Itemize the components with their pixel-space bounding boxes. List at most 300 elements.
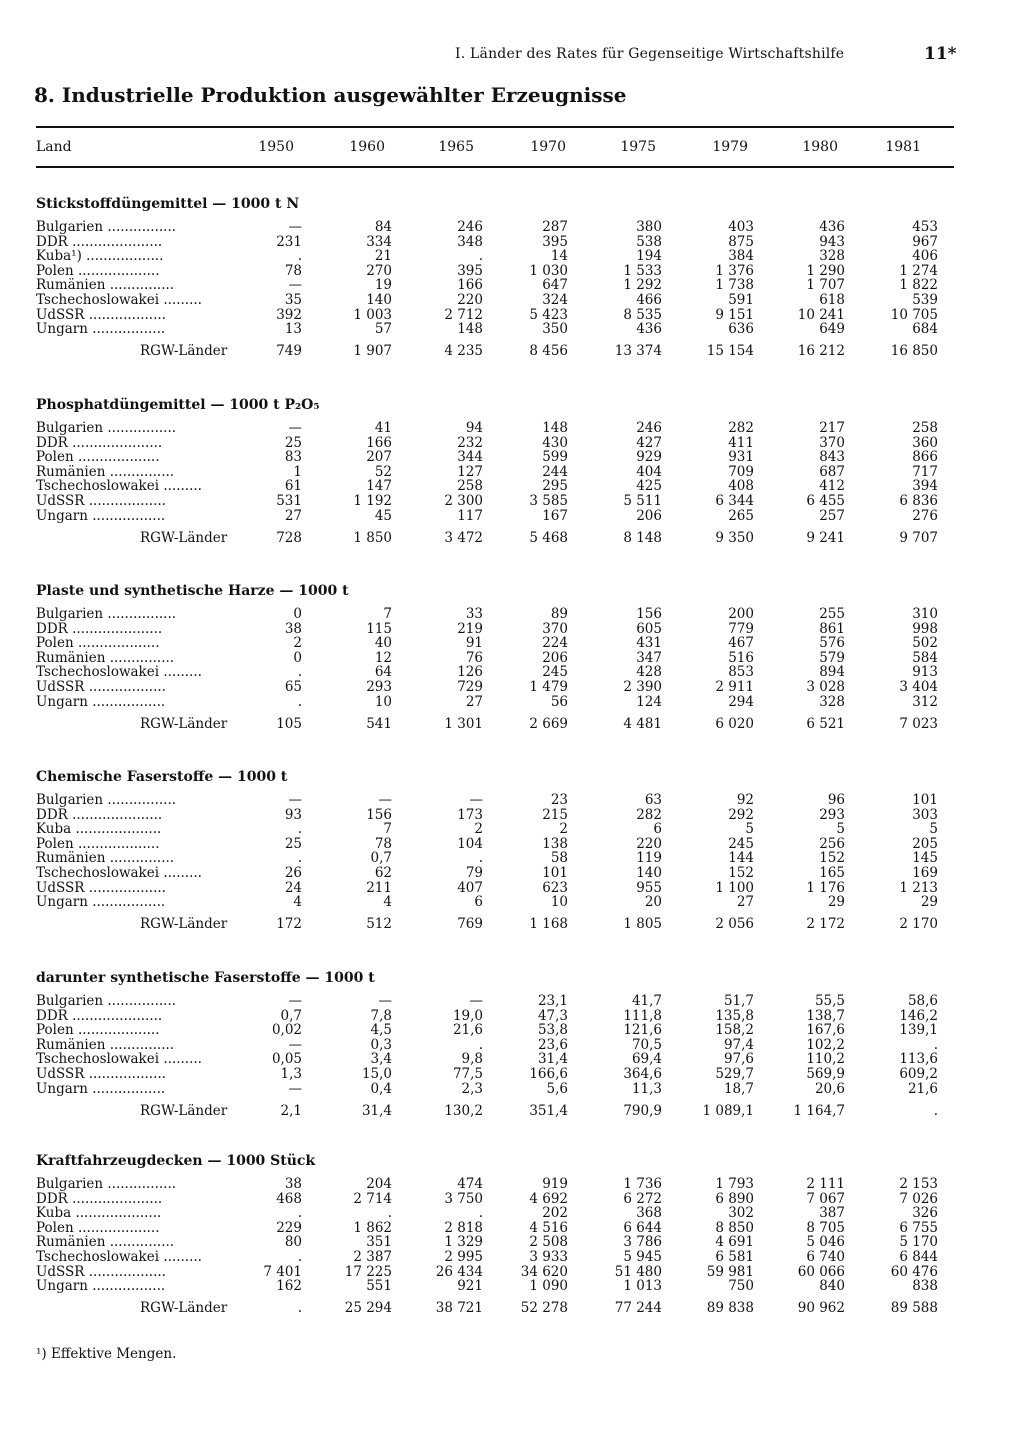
section-title: Kraftfahrzeugdecken — 1000 Stück	[36, 1153, 316, 1169]
table-cell: 6 020	[715, 715, 754, 732]
table-cell: 9 707	[899, 529, 938, 546]
table-row	[0, 1265, 1024, 1280]
table-cell: 124	[636, 693, 662, 710]
table-row	[0, 1052, 1024, 1067]
table-cell: 2 300	[444, 493, 483, 509]
table-row	[0, 1177, 1024, 1192]
table-cell: 1 100	[715, 879, 754, 896]
table-cell: 6	[653, 821, 662, 838]
table-cell: 538	[636, 233, 662, 250]
table-cell: 12	[374, 649, 392, 666]
table-cell: 2 669	[529, 715, 568, 732]
table-cell: 351	[366, 1234, 392, 1251]
table-cell: 139,1	[899, 1022, 938, 1039]
table-cell: 395	[542, 233, 568, 250]
footnote: ¹) Effektive Mengen.	[36, 1346, 177, 1362]
table-cell: 293	[819, 806, 845, 823]
table-cell: 92	[736, 792, 754, 808]
table-cell: 138,7	[806, 1007, 845, 1024]
table-row	[0, 1221, 1024, 1236]
country-label: Tschechoslowakei .........	[36, 1250, 202, 1265]
table-cell: 257	[819, 507, 845, 524]
table-cell: 591	[728, 292, 754, 308]
table-cell: 13 374	[614, 343, 662, 360]
table-cell: 1 793	[715, 1176, 754, 1192]
table-row	[0, 808, 1024, 823]
table-cell: 1 003	[353, 306, 392, 323]
table-cell: 219	[457, 620, 483, 637]
table-cell: 392	[276, 306, 302, 323]
country-label: Tschechoslowakei .........	[36, 1052, 202, 1068]
country-label: Polen ...................	[36, 1023, 160, 1039]
table-row	[0, 895, 1024, 910]
table-cell: .	[933, 1102, 938, 1119]
table-cell: 350	[542, 321, 568, 338]
table-cell: 38	[284, 620, 302, 637]
table-cell: 1 176	[806, 879, 845, 896]
country-label: Rumänien ...............	[36, 278, 175, 294]
column-header-year: 1981	[885, 139, 921, 155]
table-cell: 45	[374, 507, 392, 524]
total-row	[0, 1104, 1024, 1119]
table-cell: 5	[836, 821, 845, 838]
table-cell: 77 244	[614, 1300, 662, 1317]
table-row	[0, 220, 1024, 235]
table-row	[0, 695, 1024, 710]
table-cell: 60 476	[890, 1263, 938, 1280]
table-cell: 140	[636, 865, 662, 881]
table-cell: 728	[276, 529, 302, 546]
table-row	[0, 465, 1024, 480]
table-cell: 2 056	[715, 916, 754, 933]
table-cell: 838	[912, 1278, 938, 1295]
table-cell: 302	[728, 1205, 754, 1222]
table-cell: 105	[276, 715, 302, 732]
table-cell: 77,5	[452, 1066, 483, 1082]
table-cell: 15,0	[361, 1066, 392, 1082]
table-cell: 217	[819, 420, 845, 436]
table-cell: 27	[465, 693, 483, 710]
table-cell: 41	[374, 420, 392, 436]
table-cell: 1 192	[353, 493, 392, 509]
table-cell: 111,8	[623, 1007, 662, 1024]
table-cell: 57	[374, 321, 392, 338]
table-cell: 2 712	[444, 306, 483, 323]
table-cell: 0,7	[370, 850, 392, 867]
table-cell: 78	[284, 262, 302, 279]
table-cell: 65	[284, 679, 302, 695]
table-cell: 16 212	[797, 343, 845, 360]
table-cell: 605	[636, 620, 662, 637]
country-label: Rumänien ...............	[36, 1037, 175, 1053]
table-cell: 10	[374, 693, 392, 710]
table-cell: 10 241	[797, 306, 845, 323]
table-cell: 38 721	[435, 1300, 483, 1317]
table-cell: 467	[728, 635, 754, 652]
table-cell: 26	[284, 865, 302, 881]
table-cell: 229	[276, 1219, 302, 1236]
table-cell: 5 046	[806, 1234, 845, 1251]
table-cell: 58,6	[907, 993, 938, 1009]
table-cell: 20	[644, 894, 662, 911]
table-cell: 394	[912, 478, 938, 495]
table-cell: —	[288, 219, 302, 235]
table-cell: 1 533	[623, 262, 662, 279]
table-cell: 364,6	[623, 1066, 662, 1082]
table-cell: 843	[819, 449, 845, 466]
country-label: DDR .....................	[36, 807, 163, 823]
table-row	[0, 665, 1024, 680]
table-cell: 172	[276, 916, 302, 933]
table-cell: 1 736	[623, 1176, 662, 1192]
table-cell: 220	[636, 835, 662, 852]
table-cell: 403	[728, 219, 754, 235]
column-header-year: 1979	[712, 139, 748, 155]
table-cell: 110,2	[806, 1051, 845, 1068]
table-cell: 256	[819, 835, 845, 852]
table-cell: 40	[374, 635, 392, 652]
table-cell: 919	[542, 1176, 568, 1192]
table-cell: 3 404	[899, 679, 938, 695]
table-row	[0, 1206, 1024, 1221]
table-cell: 360	[912, 434, 938, 451]
table-cell: 0,4	[370, 1080, 392, 1097]
table-cell: 6 836	[899, 493, 938, 509]
table-row	[0, 494, 1024, 509]
table-cell: 206	[542, 649, 568, 666]
table-cell: 5	[745, 821, 754, 838]
table-cell: 34 620	[520, 1263, 568, 1280]
country-label: Kuba¹) ..................	[36, 249, 164, 265]
country-label: Ungarn .................	[36, 508, 166, 524]
table-cell: 516	[728, 649, 754, 666]
country-label: Polen ...................	[36, 836, 160, 852]
table-cell: 104	[457, 835, 483, 852]
table-cell: 265	[728, 507, 754, 524]
table-cell: 1 907	[353, 343, 392, 360]
table-cell: 387	[819, 1205, 845, 1222]
table-cell: 709	[728, 463, 754, 480]
table-cell: 466	[636, 292, 662, 308]
table-cell: 584	[912, 649, 938, 666]
table-cell: 1 168	[529, 916, 568, 933]
running-head: I. Länder des Rates für Gegenseitige Wirtschaftshilfe	[455, 46, 845, 62]
country-label: Bulgarien ................	[36, 421, 177, 436]
table-cell: .	[478, 850, 483, 867]
country-label: UdSSR ..................	[36, 494, 166, 509]
table-cell: 152	[728, 865, 754, 881]
table-cell: 23,1	[537, 993, 568, 1009]
country-label: Ungarn .................	[36, 694, 166, 710]
table-cell: 599	[542, 449, 568, 466]
table-cell: 52 278	[520, 1300, 568, 1317]
table-cell: 3 933	[529, 1249, 568, 1265]
table-cell: 245	[542, 664, 568, 681]
table-cell: 23	[550, 792, 568, 808]
column-header-land: Land	[36, 139, 72, 155]
country-label: Bulgarien ................	[36, 994, 177, 1009]
table-cell: 8 148	[623, 529, 662, 546]
table-row	[0, 235, 1024, 250]
country-label: UdSSR ..................	[36, 1264, 166, 1280]
table-cell: 334	[366, 233, 392, 250]
table-cell: 8 535	[623, 306, 662, 323]
country-label: Rumänien ...............	[36, 1235, 175, 1251]
table-cell: .	[297, 248, 302, 265]
table-cell: 115	[366, 620, 392, 637]
table-cell: 1 707	[806, 277, 845, 294]
table-cell: 207	[366, 449, 392, 466]
table-cell: 541	[366, 715, 392, 732]
table-cell: 27	[736, 894, 754, 911]
table-cell: 4 692	[529, 1190, 568, 1207]
table-cell: 943	[819, 233, 845, 250]
table-cell: 6	[474, 894, 483, 911]
table-cell: 35	[284, 292, 302, 308]
table-cell: 344	[457, 449, 483, 466]
table-cell: 2 714	[353, 1190, 392, 1207]
table-cell: 119	[636, 850, 662, 867]
table-cell: 173	[457, 806, 483, 823]
total-label: RGW-Länder	[140, 1301, 228, 1317]
page-title: 8. Industrielle Produktion ausgewählter Erzeugnisse	[34, 83, 627, 107]
table-cell: 779	[728, 620, 754, 637]
table-cell: 255	[819, 606, 845, 622]
table-cell: 293	[366, 679, 392, 695]
table-cell: 404	[636, 463, 662, 480]
table-cell: 428	[636, 664, 662, 681]
table-cell: 894	[819, 664, 845, 681]
table-cell: 6 521	[806, 715, 845, 732]
table-cell: 292	[728, 806, 754, 823]
table-cell: 6 644	[623, 1219, 662, 1236]
table-cell: 97,4	[723, 1036, 754, 1053]
table-cell: 2,3	[461, 1080, 483, 1097]
table-cell: 194	[636, 248, 662, 265]
table-cell: 70,5	[631, 1036, 662, 1053]
table-cell: 63	[644, 792, 662, 808]
table-row	[0, 607, 1024, 622]
table-cell: 287	[542, 219, 568, 235]
total-label: RGW-Länder	[140, 344, 228, 360]
table-cell: 282	[728, 420, 754, 436]
table-cell: 840	[819, 1278, 845, 1295]
table-cell: 16 850	[890, 343, 938, 360]
table-cell: 25	[284, 835, 302, 852]
table-cell: 117	[457, 507, 483, 524]
country-label: Bulgarien ................	[36, 793, 177, 808]
table-cell: 29	[827, 894, 845, 911]
table-cell: 24	[284, 879, 302, 896]
table-cell: 412	[819, 478, 845, 495]
table-cell: 853	[728, 664, 754, 681]
table-cell: 0,3	[370, 1036, 392, 1053]
table-cell: 135,8	[715, 1007, 754, 1024]
table-cell: 91	[465, 635, 483, 652]
table-cell: 5 423	[529, 306, 568, 323]
table-cell: 7	[383, 821, 392, 838]
table-cell: 2 111	[806, 1176, 845, 1192]
total-label: RGW-Länder	[140, 917, 228, 933]
table-cell: 53,8	[537, 1022, 568, 1039]
table-cell: 539	[912, 292, 938, 308]
table-cell: 7	[383, 606, 392, 622]
table-cell: —	[469, 792, 483, 808]
total-row	[0, 717, 1024, 732]
table-cell: 56	[550, 693, 568, 710]
table-cell: 408	[728, 478, 754, 495]
table-row	[0, 1023, 1024, 1038]
table-row	[0, 308, 1024, 323]
table-cell: 0,05	[271, 1051, 302, 1068]
table-cell: 59 981	[706, 1263, 754, 1280]
table-cell: 93	[284, 806, 302, 823]
table-cell: 5 511	[623, 493, 662, 509]
table-row	[0, 1067, 1024, 1082]
table-cell: —	[288, 993, 302, 1009]
table-cell: 166	[366, 434, 392, 451]
country-label: DDR .....................	[36, 435, 163, 451]
table-cell: 324	[542, 292, 568, 308]
table-cell: 80	[284, 1234, 302, 1251]
table-cell: 328	[819, 248, 845, 265]
table-cell: 6 755	[899, 1219, 938, 1236]
table-cell: 9 241	[806, 529, 845, 546]
country-label: Polen ...................	[36, 450, 160, 466]
country-label: Ungarn .................	[36, 1279, 166, 1295]
table-cell: 7 401	[263, 1263, 302, 1280]
table-cell: 200	[728, 606, 754, 622]
table-cell: 1 479	[529, 679, 568, 695]
table-cell: 127	[457, 463, 483, 480]
table-cell: 5 468	[529, 529, 568, 546]
table-cell: 1 376	[715, 262, 754, 279]
section-title: Phosphatdüngemittel — 1000 t P₂O₅	[36, 397, 320, 413]
table-cell: 2 387	[353, 1249, 392, 1265]
table-cell: 31,4	[361, 1102, 392, 1119]
table-cell: 220	[457, 292, 483, 308]
table-cell: 1 850	[353, 529, 392, 546]
table-cell: .	[297, 693, 302, 710]
table-cell: —	[469, 993, 483, 1009]
table-cell: 436	[636, 321, 662, 338]
table-cell: 2 390	[623, 679, 662, 695]
column-header-year: 1980	[802, 139, 838, 155]
country-label: Polen ...................	[36, 1220, 160, 1236]
table-cell: 76	[465, 649, 483, 666]
table-cell: 436	[819, 219, 845, 235]
table-cell: 967	[912, 233, 938, 250]
table-row	[0, 636, 1024, 651]
table-cell: 609,2	[899, 1066, 938, 1082]
table-cell: 138	[542, 835, 568, 852]
table-cell: 258	[912, 420, 938, 436]
table-cell: 204	[366, 1176, 392, 1192]
table-cell: .	[297, 664, 302, 681]
table-cell: 717	[912, 463, 938, 480]
table-cell: 8 850	[715, 1219, 754, 1236]
table-cell: 244	[542, 463, 568, 480]
table-row	[0, 322, 1024, 337]
table-cell: 89 838	[706, 1300, 754, 1317]
table-cell: 618	[819, 292, 845, 308]
table-cell: 224	[542, 635, 568, 652]
total-row	[0, 344, 1024, 359]
table-cell: 148	[457, 321, 483, 338]
table-cell: 11,3	[631, 1080, 662, 1097]
table-cell: 258	[457, 478, 483, 495]
table-cell: 113,6	[899, 1051, 938, 1068]
table-cell: .	[478, 1205, 483, 1222]
table-cell: .	[478, 1036, 483, 1053]
total-row	[0, 531, 1024, 546]
table-cell: 6 272	[623, 1190, 662, 1207]
table-row	[0, 822, 1024, 837]
table-cell: 468	[276, 1190, 302, 1207]
table-cell: 3 472	[444, 529, 483, 546]
table-cell: —	[288, 277, 302, 294]
table-cell: 1	[293, 463, 302, 480]
table-cell: 276	[912, 507, 938, 524]
table-cell: .	[297, 850, 302, 867]
total-label: RGW-Länder	[140, 530, 228, 546]
table-cell: 1 329	[444, 1234, 483, 1251]
total-row	[0, 1301, 1024, 1316]
table-row	[0, 1192, 1024, 1207]
country-label: Polen ...................	[36, 263, 160, 279]
table-cell: 2 170	[899, 916, 938, 933]
table-cell: 17 225	[344, 1263, 392, 1280]
table-cell: —	[378, 792, 392, 808]
table-cell: 9 151	[715, 306, 754, 323]
table-cell: 5,6	[546, 1080, 568, 1097]
table-cell: 502	[912, 635, 938, 652]
table-cell: 1 862	[353, 1219, 392, 1236]
table-cell: 1 301	[444, 715, 483, 732]
table-cell: 453	[912, 219, 938, 235]
table-cell: 4	[383, 894, 392, 911]
table-cell: 647	[542, 277, 568, 294]
table-cell: 368	[636, 1205, 662, 1222]
table-cell: 687	[819, 463, 845, 480]
table-cell: 407	[457, 879, 483, 896]
table-top-rule	[36, 126, 954, 128]
table-cell: 295	[542, 478, 568, 495]
table-cell: 205	[912, 835, 938, 852]
table-cell: 4 235	[444, 343, 483, 360]
table-cell: 162	[276, 1278, 302, 1295]
table-cell: 246	[457, 219, 483, 235]
table-cell: 282	[636, 806, 662, 823]
table-row	[0, 1279, 1024, 1294]
table-cell: 15 154	[706, 343, 754, 360]
section-title: Plaste und synthetische Harze — 1000 t	[36, 583, 349, 599]
table-cell: 26 434	[435, 1263, 483, 1280]
table-cell: 148	[542, 420, 568, 436]
section-title: Chemische Faserstoffe — 1000 t	[36, 769, 288, 785]
table-cell: 246	[636, 420, 662, 436]
table-cell: 431	[636, 635, 662, 652]
table-cell: 531	[276, 493, 302, 509]
table-cell: 1 274	[899, 262, 938, 279]
table-row	[0, 651, 1024, 666]
table-cell: 62	[374, 865, 392, 881]
table-cell: 140	[366, 292, 392, 308]
table-cell: 427	[636, 434, 662, 451]
table-cell: 4 516	[529, 1219, 568, 1236]
table-cell: 294	[728, 693, 754, 710]
table-cell: 1 290	[806, 262, 845, 279]
